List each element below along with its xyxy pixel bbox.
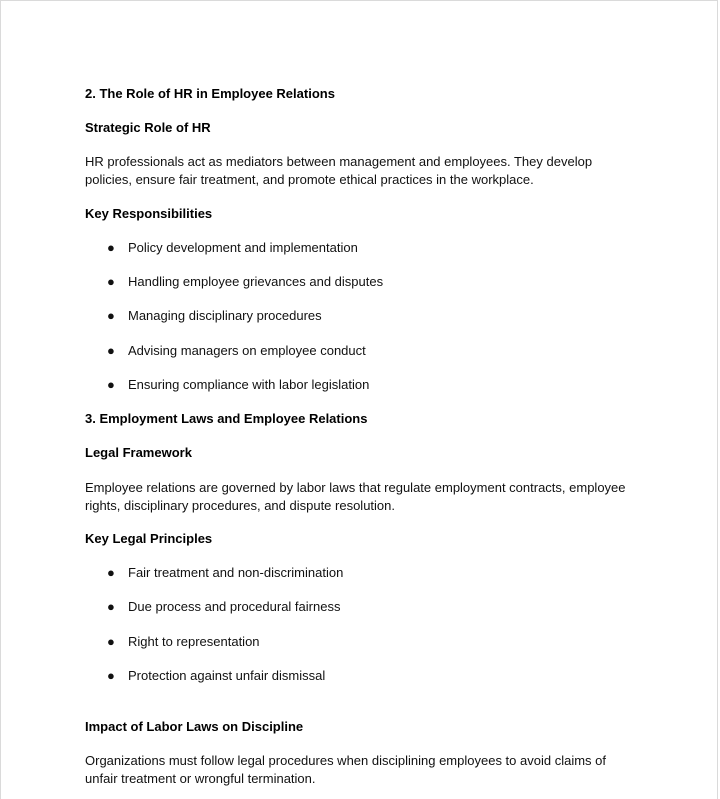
key-legal-principles-subheading: Key Legal Principles (85, 531, 213, 546)
list-item-text: Fair treatment and non-discrimination (128, 565, 344, 580)
section-3-heading: 3. Employment Laws and Employee Relations (85, 411, 368, 426)
list-item-text: Protection against unfair dismissal (128, 668, 326, 683)
strategic-role-paragraph (85, 153, 645, 189)
paragraph-line: policies, ensure fair treatment, and promote ethical practices in the workplace. (85, 172, 534, 187)
bullet-icon: ● (107, 668, 115, 683)
bullet-icon: ● (107, 377, 115, 392)
section-2-heading: 2. The Role of HR in Employee Relations (85, 86, 335, 101)
strategic-role-subheading: Strategic Role of HR (85, 120, 211, 135)
paragraph-line: unfair treatment or wrongful termination. (85, 771, 316, 786)
list-item-text: Due process and procedural fairness (128, 599, 341, 614)
bullet-icon: ● (107, 599, 115, 614)
bullet-icon: ● (107, 343, 115, 358)
bullet-icon: ● (107, 274, 115, 289)
bullet-icon: ● (107, 240, 115, 255)
paragraph-line: Organizations must follow legal procedures when disciplining employees to avoid claims of (85, 753, 606, 768)
list-item-text: Policy development and implementation (128, 240, 358, 255)
paragraph-line: Employee relations are governed by labor laws that regulate employment contracts, employee (85, 480, 626, 495)
legal-framework-paragraph (85, 479, 645, 515)
bullet-icon: ● (107, 634, 115, 649)
list-item-text: Right to representation (128, 634, 260, 649)
list-item-text: Handling employee grievances and disputes (128, 274, 384, 289)
paragraph-line: HR professionals act as mediators between management and employees. They develop (85, 154, 593, 169)
list-item-text: Managing disciplinary procedures (128, 308, 322, 323)
bullet-icon: ● (107, 308, 115, 323)
key-responsibilities-subheading: Key Responsibilities (85, 206, 213, 221)
labor-laws-impact-paragraph (85, 752, 645, 788)
paragraph-line: rights, disciplinary procedures, and dispute resolution. (85, 498, 396, 513)
legal-framework-subheading: Legal Framework (85, 445, 192, 460)
bullet-icon: ● (107, 565, 115, 580)
labor-laws-impact-subheading: Impact of Labor Laws on Discipline (85, 719, 304, 734)
list-item-text: Ensuring compliance with labor legislation (128, 377, 370, 392)
list-item-text: Advising managers on employee conduct (128, 343, 366, 358)
